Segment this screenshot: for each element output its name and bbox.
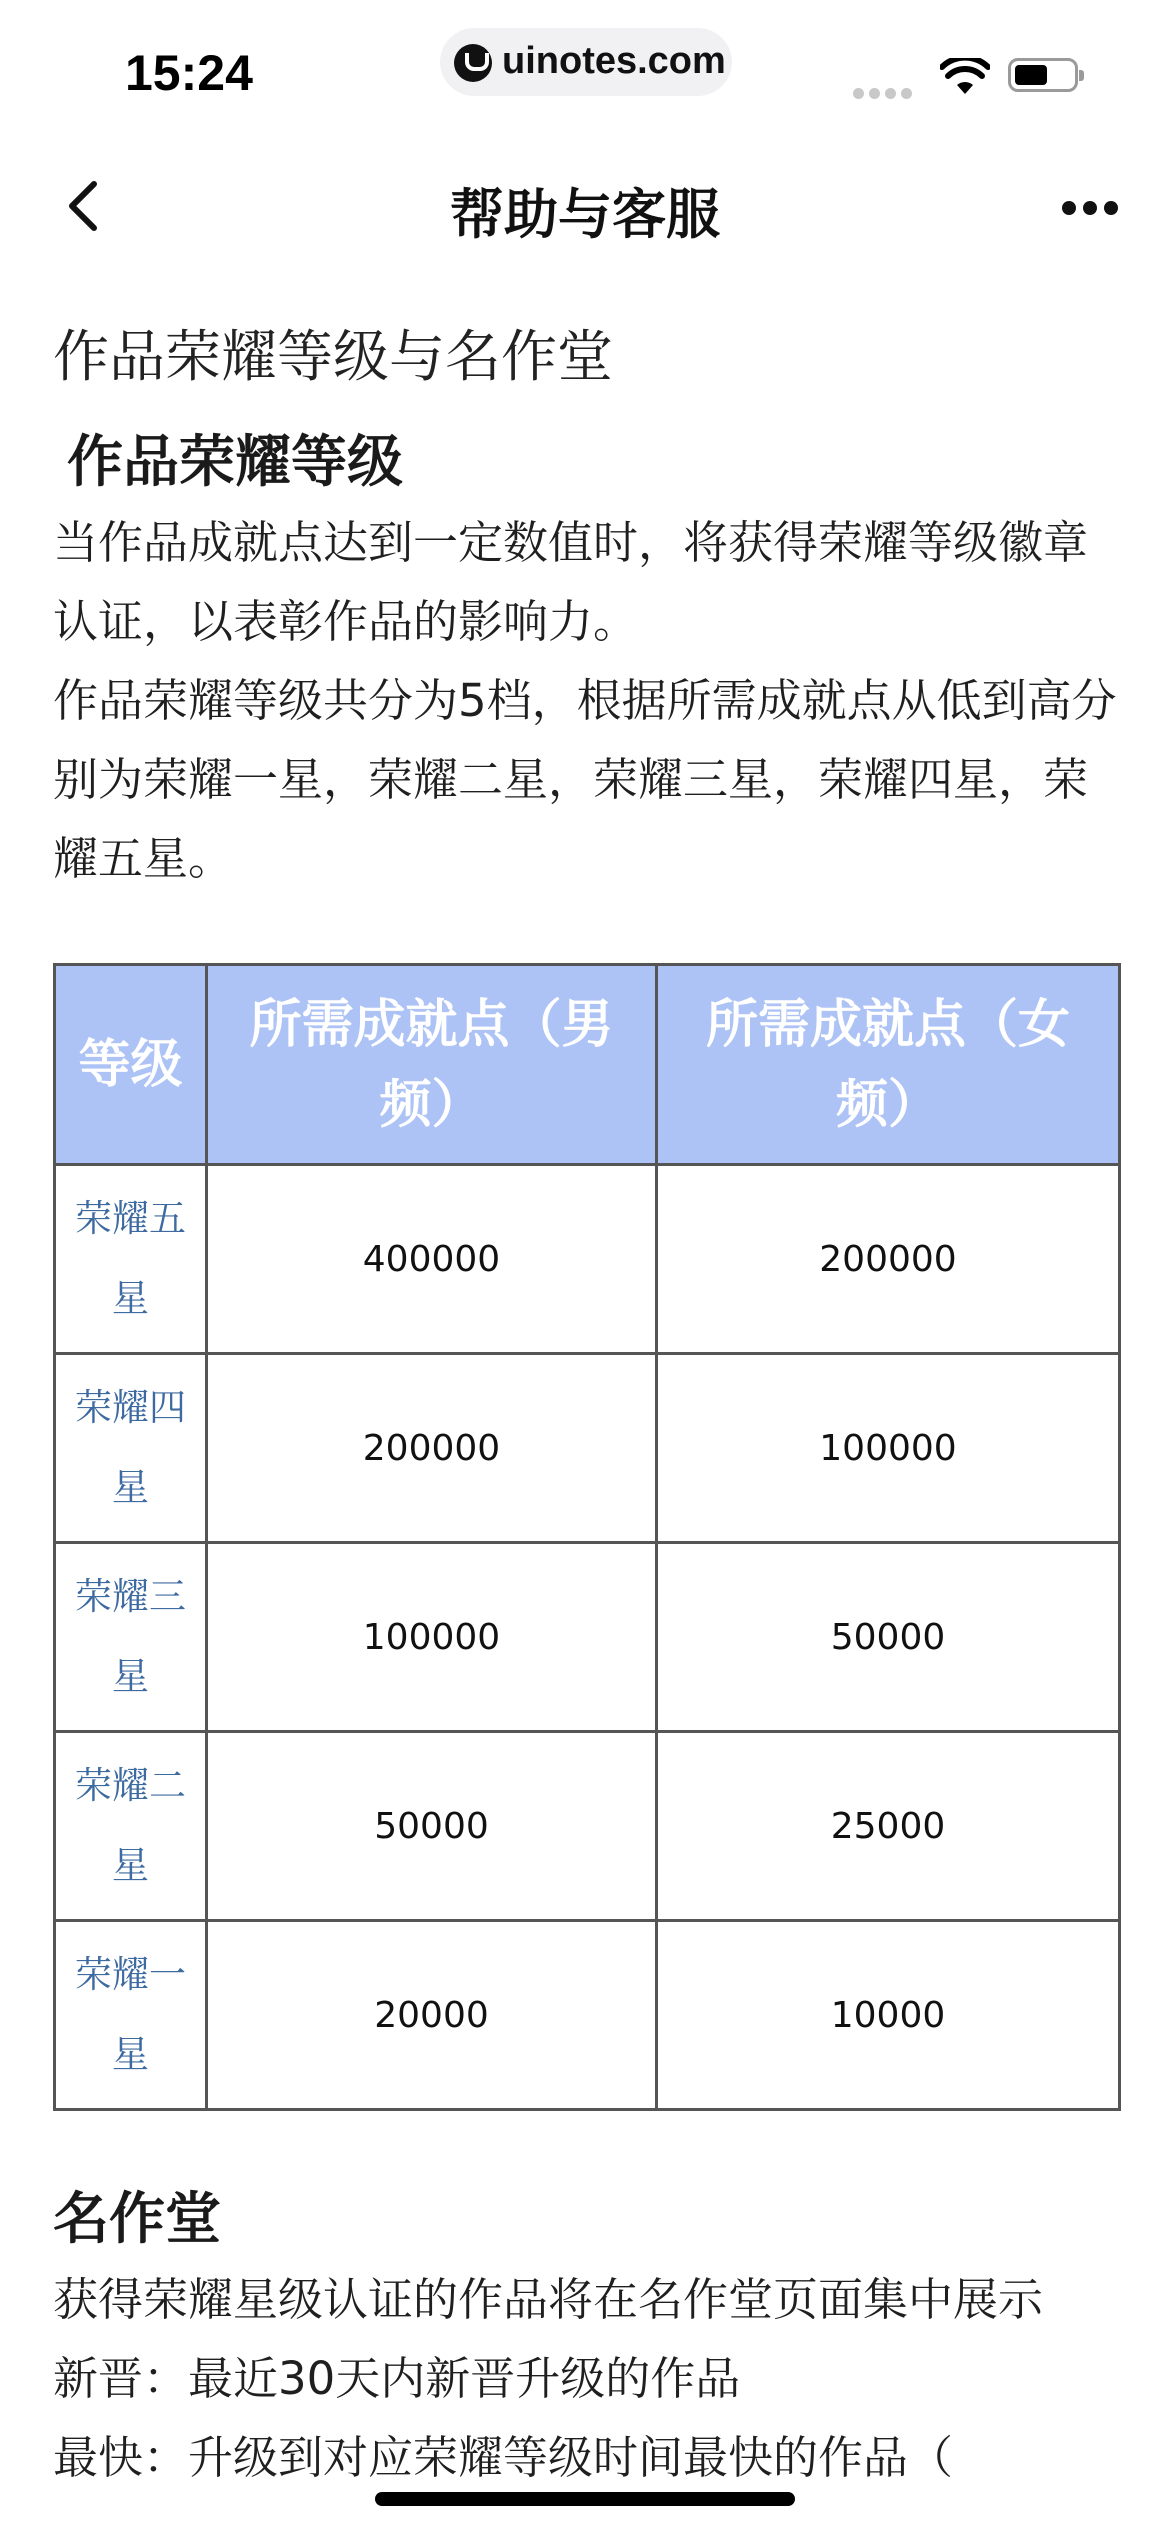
level-cell: 荣耀三星 [55,1543,207,1732]
cellular-signal-icon [853,84,917,103]
more-options-icon[interactable] [1062,200,1125,219]
header-level: 等级 [55,965,207,1165]
male-points-cell: 200000 [207,1354,657,1543]
female-points-cell: 10000 [657,1921,1120,2110]
header-male-points: 所需成就点（男频） [207,965,657,1165]
table-row [55,1165,1120,1354]
level-cell: 荣耀二星 [55,1732,207,1921]
page-title: 作品荣耀等级与名作堂 [53,325,613,390]
honor-level-table [53,963,1121,2111]
male-points-cell: 400000 [207,1165,657,1354]
female-points-cell: 100000 [657,1354,1120,1543]
female-points-cell: 200000 [657,1165,1120,1354]
table-row [55,1921,1120,2110]
level-cell: 荣耀五星 [55,1165,207,1354]
wifi-icon [940,58,990,96]
paragraph-new: 新晋：最近30天内新晋升级的作品 [53,2352,741,2405]
battery-icon [1008,58,1078,92]
nav-bar [0,150,1170,260]
article-body [53,318,1118,898]
section-heading-honor-level: 作品荣耀等级 [67,430,403,495]
home-indicator[interactable] [375,2492,795,2506]
paragraph-levels: 作品荣耀等级共分为5档，根据所需成就点从低到高分别为荣耀一星，荣耀二星，荣耀三星，荣耀四星，荣耀五星。 [53,674,1117,885]
paragraph-fastest: 最快：升级到对应荣耀等级时间最快的作品（ [53,2431,954,2484]
female-points-cell: 50000 [657,1543,1120,1732]
table-header-row [55,965,1120,1165]
male-points-cell: 50000 [207,1732,657,1921]
paragraph-intro: 当作品成就点达到一定数值时，将获得荣耀等级徽章认证，以表彰作品的影响力。 [53,516,1089,648]
paragraph-hall-intro: 获得荣耀星级认证的作品将在名作堂页面集中展示 [53,2273,1044,2326]
table-row [55,1354,1120,1543]
male-points-cell: 20000 [207,1921,657,2110]
male-points-cell: 100000 [207,1543,657,1732]
nav-title: 帮助与客服 [450,183,720,246]
table-row [55,1543,1120,1732]
hall-of-fame-section [53,2180,1118,2497]
status-bar [0,0,1170,140]
site-logo-icon [454,44,492,82]
section-heading-hall-of-fame: 名作堂 [53,2187,221,2252]
header-female-points: 所需成就点（女频） [657,965,1120,1165]
url-pill[interactable] [440,28,732,96]
table-row [55,1732,1120,1921]
level-cell: 荣耀一星 [55,1921,207,2110]
female-points-cell: 25000 [657,1732,1120,1921]
level-cell: 荣耀四星 [55,1354,207,1543]
status-time: 15:24 [125,45,253,101]
url-text: uinotes.com [502,40,726,82]
